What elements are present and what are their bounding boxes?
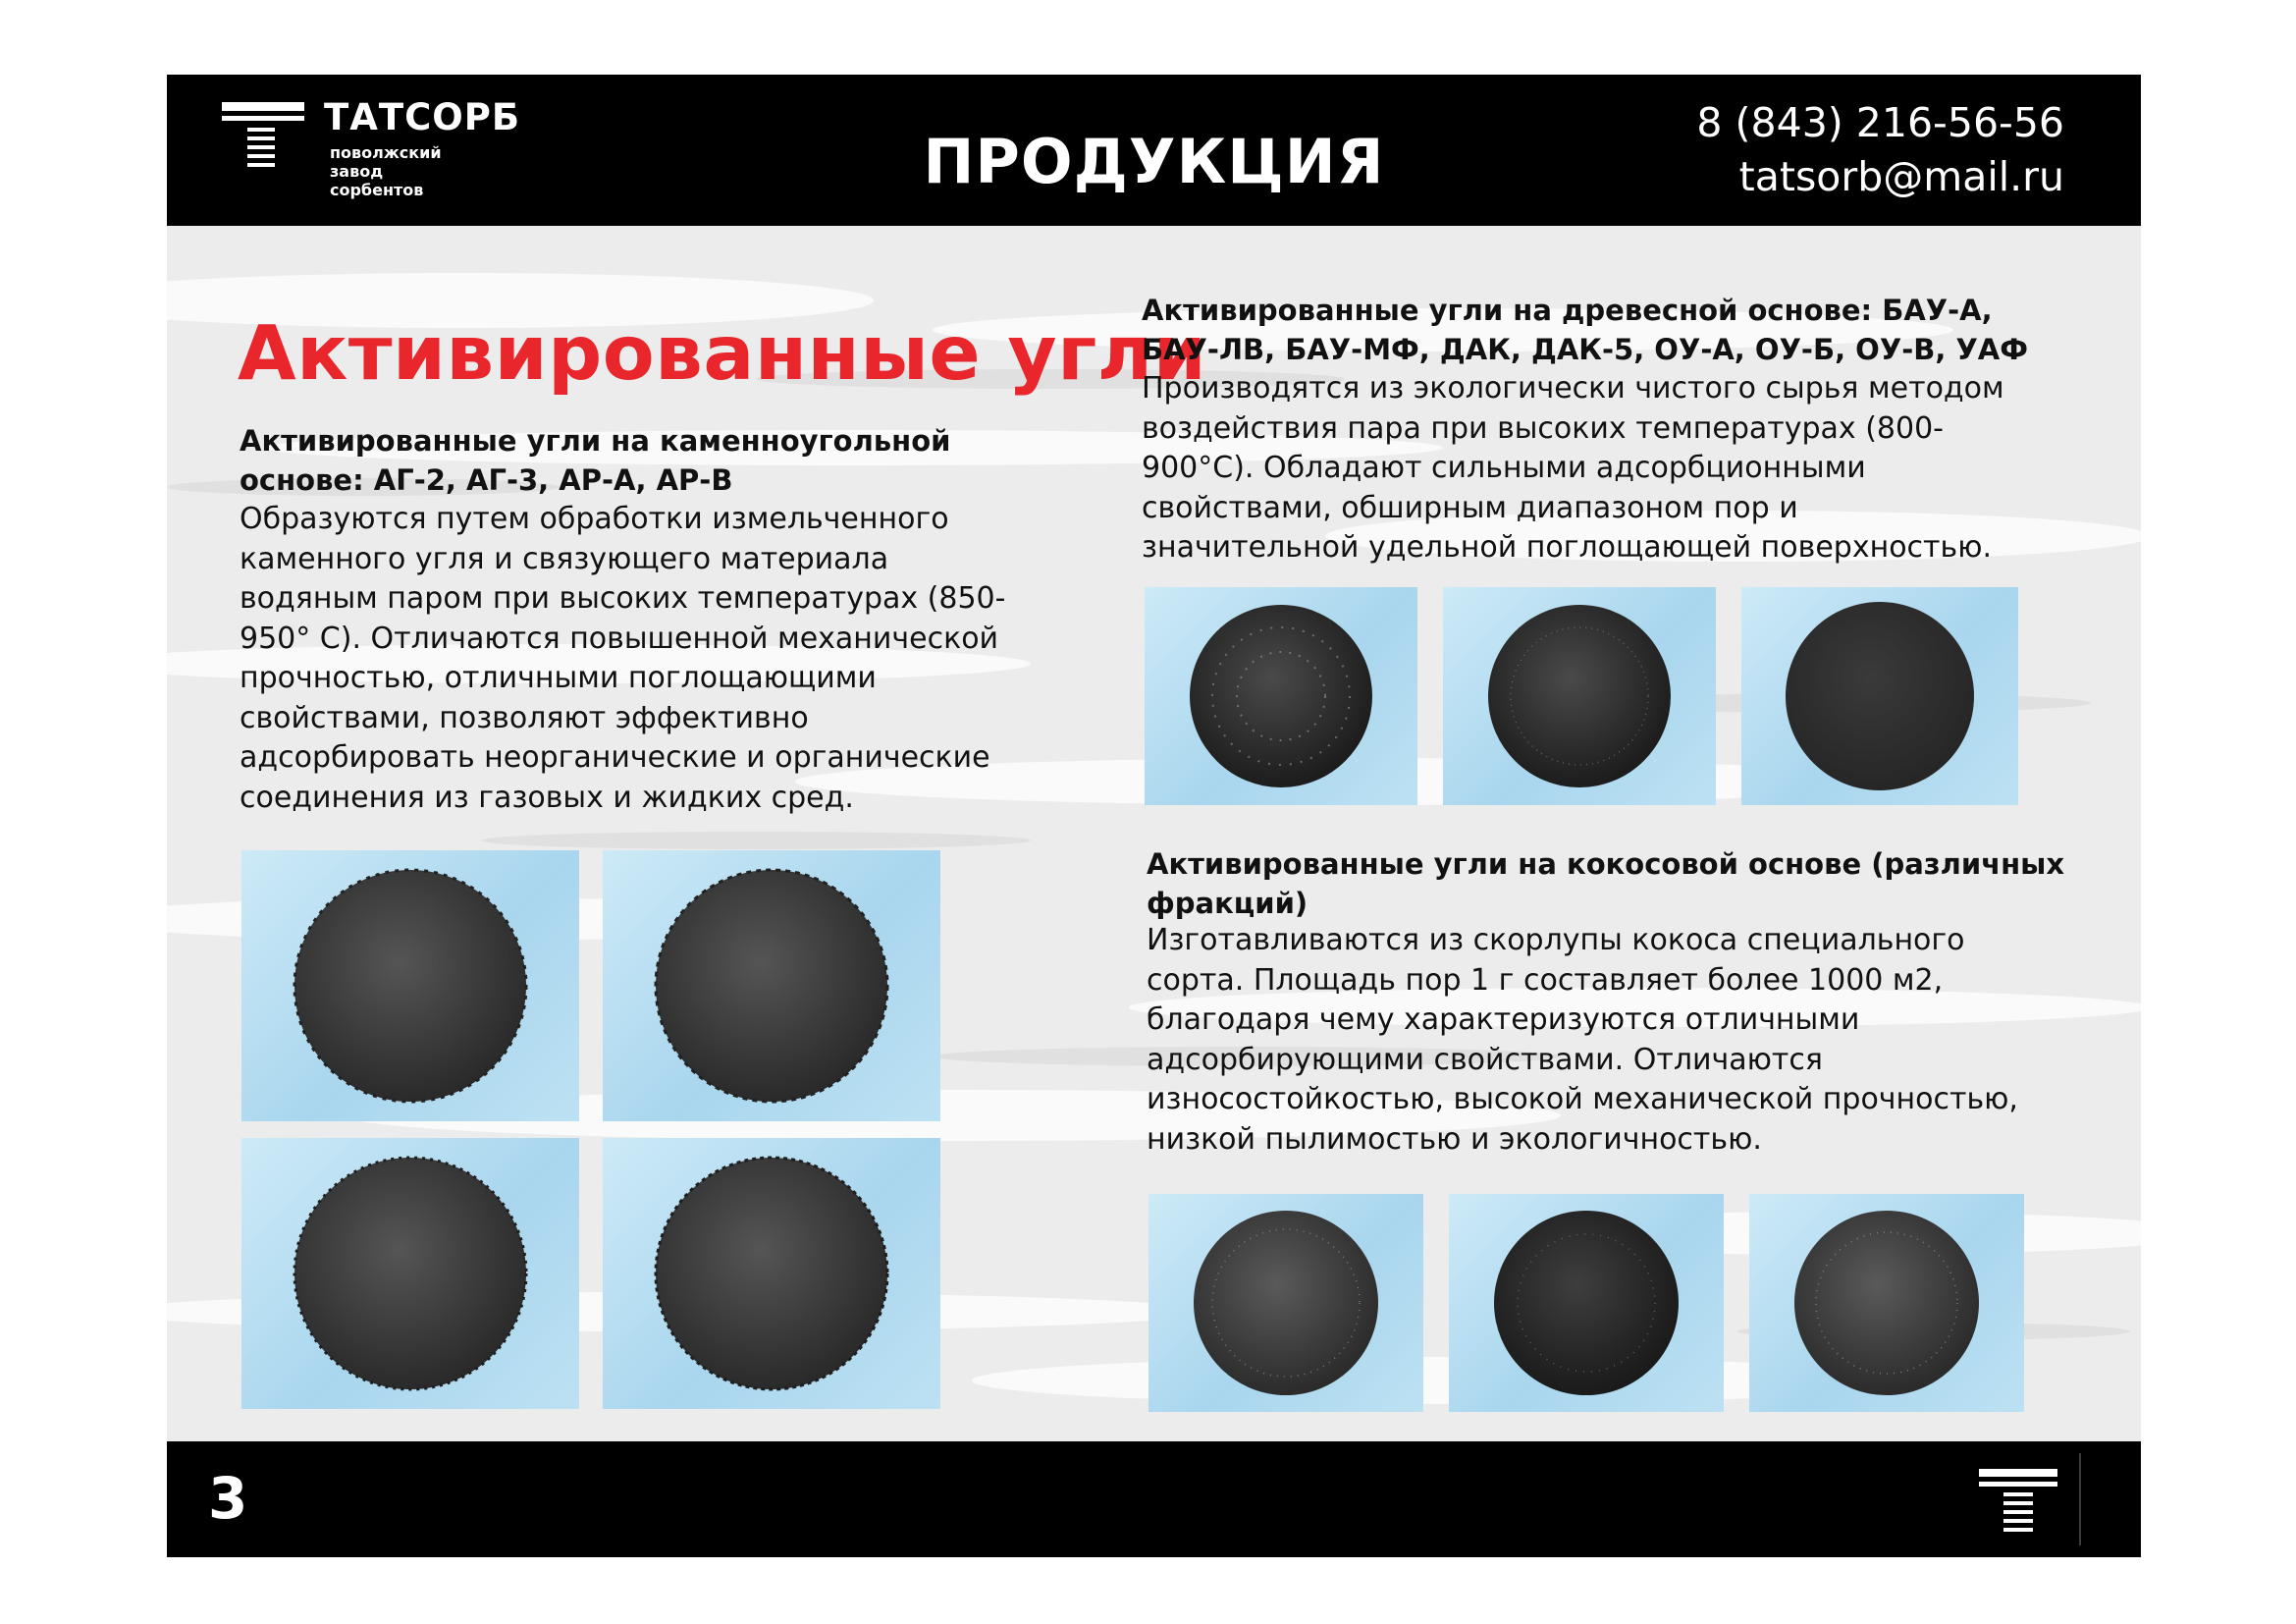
coconut-sample-photo	[1749, 1194, 2024, 1412]
body-line: 950° С). Отличаются повышенной механической	[240, 621, 999, 656]
body-line: Изготавливаются из скорлупы кокоса специального	[1147, 923, 1965, 957]
coal-block-body	[240, 500, 1005, 818]
section-title: Активированные угли	[238, 310, 1207, 398]
coal-sample-photo	[603, 850, 940, 1121]
wood-sample-photo	[1145, 587, 1417, 805]
body-line: водяным паром при высоких температурах (850-	[240, 581, 1006, 616]
page-title: ПРОДУКЦИЯ	[923, 126, 1385, 197]
logo-name: ТАТСОРБ	[324, 96, 521, 138]
wood-block-body	[1142, 369, 2004, 568]
coal-block-heading	[240, 421, 950, 500]
heading-line: основе: АГ-2, АГ-3, АР-А, АР-В	[240, 463, 733, 497]
body-line: значительной удельной поглощающей поверхностью.	[1142, 530, 1992, 565]
heading-line: БАУ-ЛВ, БАУ-МФ, ДАК, ДАК-5, ОУ-А, ОУ-Б, ОУ-В, УАФ	[1142, 333, 2029, 366]
wood-sample-photo	[1443, 587, 1716, 805]
tatsorb-logo-icon	[1979, 1469, 2057, 1532]
heading-line: фракций)	[1147, 887, 1308, 920]
coal-sample-photo	[241, 850, 579, 1121]
body-line: свойствами, обширным диапазоном пор и	[1142, 490, 1798, 525]
heading-line: Активированные угли на каменноугольной	[240, 424, 951, 458]
wood-block-heading	[1142, 291, 2028, 369]
logo-subtitle-line: завод	[330, 162, 384, 181]
body-line: воздействия пара при высоких температурах (800-	[1142, 410, 1944, 446]
body-line: сорта. Площадь пор 1 г составляет более 1000 м2,	[1147, 962, 1944, 998]
footer-bar	[167, 1441, 2141, 1557]
coconut-sample-photo	[1449, 1194, 1724, 1412]
body-line: адсорбировать неорганические и органические	[240, 740, 990, 775]
body-line: низкой пылимостью и экологичностью.	[1147, 1121, 1762, 1157]
heading-line: Активированные угли на кокосовой основе (различных	[1147, 847, 2065, 881]
phone-number[interactable]: 8 (843) 216-56-56	[1696, 99, 2064, 146]
body-line: адсорбирующими свойствами. Отличаются	[1147, 1042, 1823, 1077]
heading-line: Активированные угли на древесной основе: БАУ-А,	[1142, 294, 1993, 327]
logo-subtitle-line: поволжский	[330, 143, 442, 162]
coal-sample-photo	[603, 1138, 940, 1409]
email-link[interactable]: tatsorb@mail.ru	[1738, 153, 2064, 200]
body-line: свойствами, позволяют эффективно	[240, 700, 809, 735]
body-line: прочностью, отличными поглощающими	[240, 661, 877, 695]
coconut-block-body	[1147, 921, 2018, 1160]
coconut-sample-photo	[1148, 1194, 1423, 1412]
body-line: каменного угля и связующего материала	[240, 541, 889, 576]
contact-info	[1696, 96, 2064, 204]
body-line: Образуются путем обработки измельченного	[240, 502, 949, 536]
body-line: соединения из газовых и жидких сред.	[240, 780, 854, 815]
wood-sample-photo	[1741, 587, 2018, 805]
footer-divider	[2079, 1453, 2081, 1545]
page-number: 3	[208, 1465, 248, 1532]
body-line: Производятся из экологически чистого сырья методом	[1142, 371, 2004, 406]
body-line: 900°С). Обладают сильными адсорбционными	[1142, 451, 1866, 485]
coconut-block-heading	[1147, 844, 2064, 923]
coal-sample-photo	[241, 1138, 579, 1409]
logo-subtitle-line: сорбентов	[330, 181, 424, 199]
body-line: износостойкостью, высокой механической прочностью,	[1147, 1082, 2018, 1116]
product-page	[167, 75, 2141, 1557]
header-bar	[167, 75, 2141, 226]
body-line: благодаря чему характеризуются отличными	[1147, 1002, 1860, 1037]
